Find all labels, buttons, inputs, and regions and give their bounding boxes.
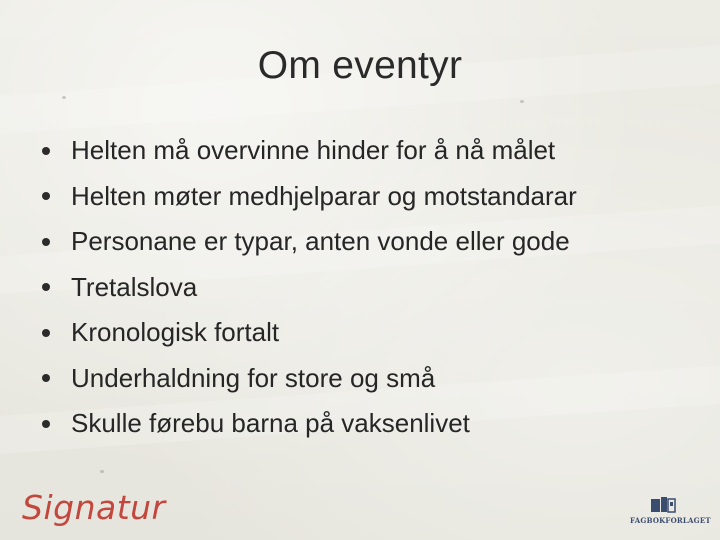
bullet-item xyxy=(42,356,577,402)
bullet-point-icon xyxy=(42,147,50,155)
slide-title: Om eventyr xyxy=(257,44,463,87)
bullet-text: Helten må overvinne hinder for å nå målet xyxy=(71,135,556,166)
bullet-item xyxy=(42,128,577,174)
bullet-item xyxy=(42,310,577,356)
bullet-point-icon xyxy=(42,374,50,382)
bullet-text: Personane er typar, anten vonde eller gode xyxy=(71,226,570,257)
book-icon xyxy=(650,496,676,514)
bullet-point-icon xyxy=(42,192,50,200)
bullet-text: Underhaldning for store og små xyxy=(71,362,436,393)
bullet-list xyxy=(42,128,577,447)
bullet-point-icon xyxy=(42,329,50,337)
bullet-text: Kronologisk fortalt xyxy=(71,317,280,348)
signatur-logo: Signatur xyxy=(22,488,166,527)
bullet-text: Skulle førebu barna på vaksenlivet xyxy=(71,408,470,439)
background-speck xyxy=(520,100,524,103)
bullet-item xyxy=(42,219,577,265)
bullet-item xyxy=(42,265,577,311)
publisher-name: FAGBOKFORLAGET xyxy=(630,516,711,525)
bullet-item xyxy=(42,174,577,220)
bullet-point-icon xyxy=(42,283,50,291)
bullet-text: Tretalslova xyxy=(71,271,198,302)
bullet-item xyxy=(42,401,577,447)
publisher-logo xyxy=(630,496,711,525)
bullet-point-icon xyxy=(42,420,50,428)
background-speck xyxy=(62,96,66,99)
bullet-point-icon xyxy=(42,238,50,246)
background-speck xyxy=(100,470,104,473)
bullet-text: Helten møter medhjelparar og motstandarar xyxy=(71,180,577,211)
